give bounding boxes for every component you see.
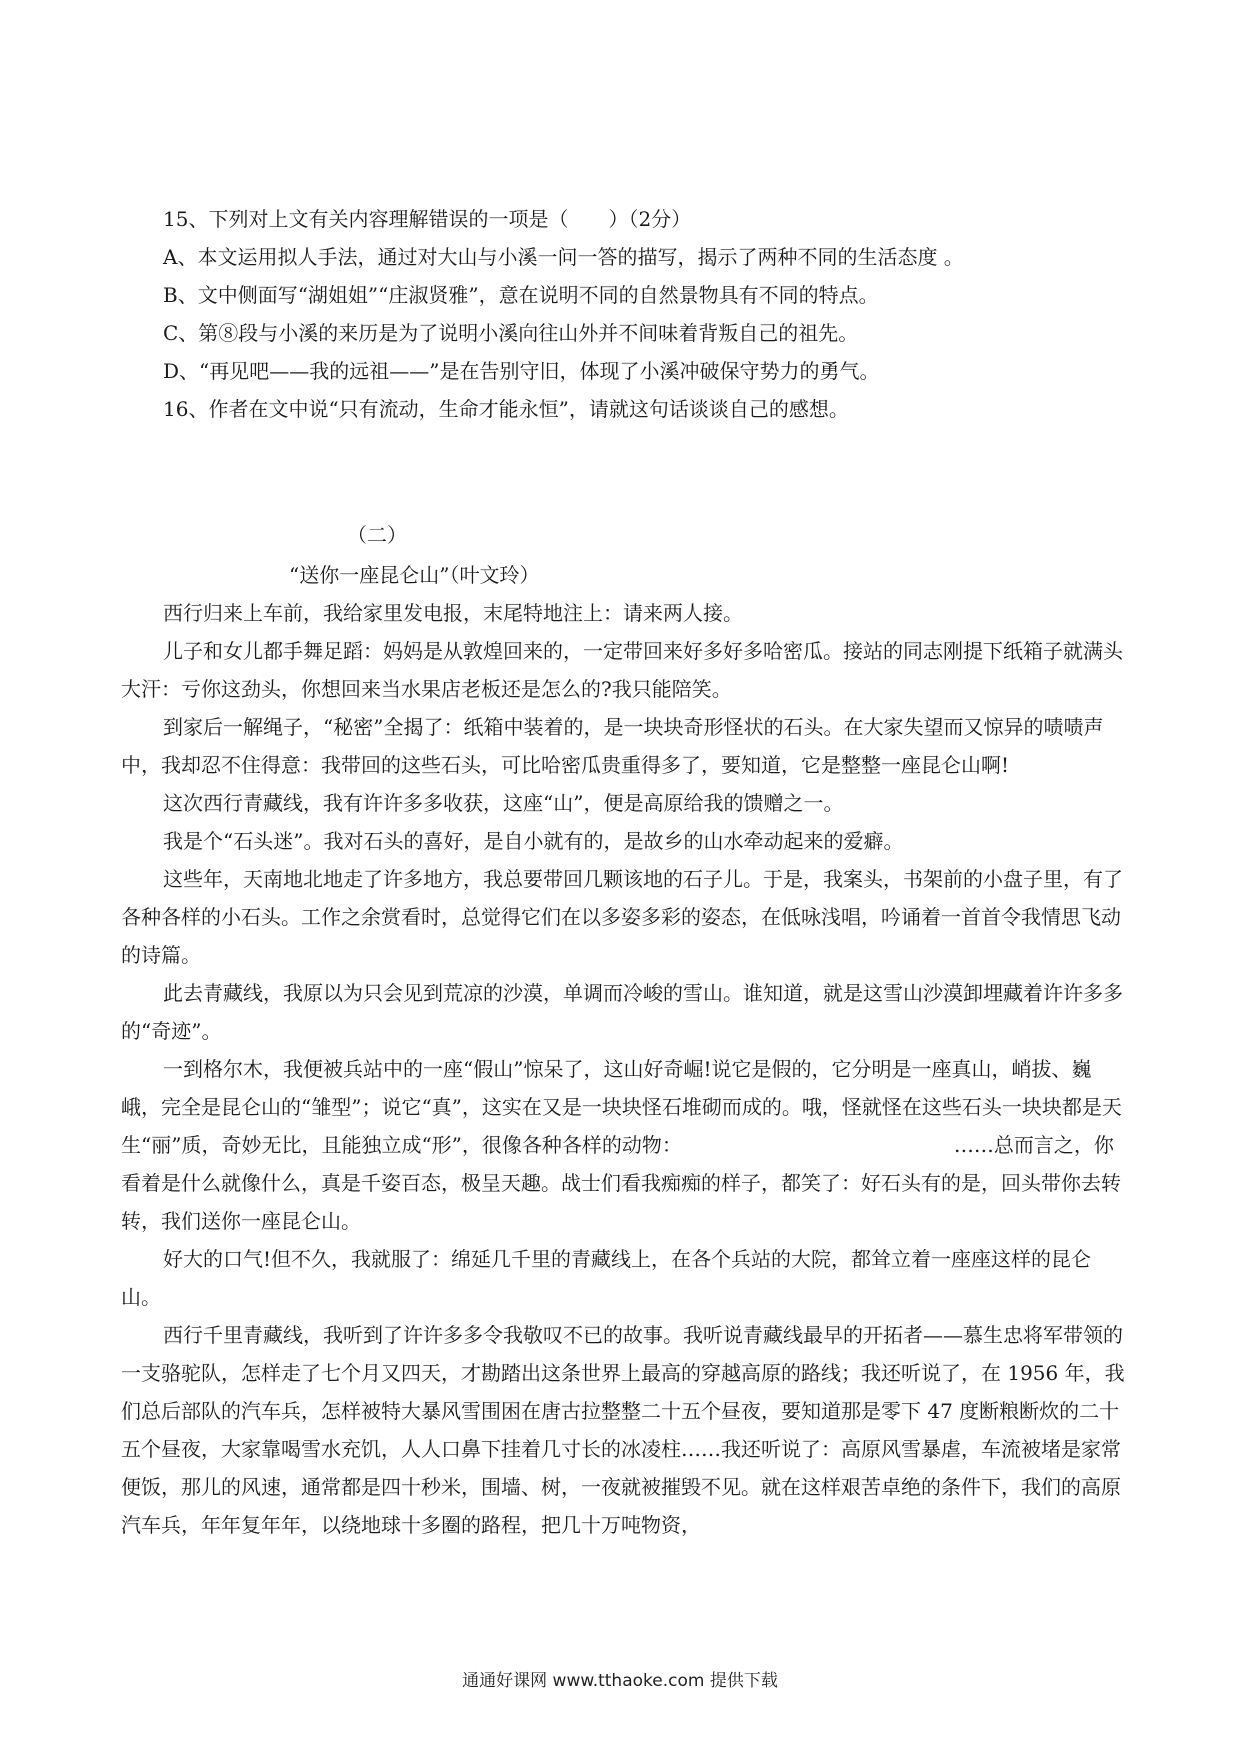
article-paragraph-10: 西行千里青藏线，我听到了许许多多令我敬叹不已的故事。我听说青藏线最早的开拓者——慕生忠将军带领的一支骆驼队，怎样走了七个月又四天，才勘踏出这条世界上最高的穿越高原的路线；我还听说了，在 1956 年，我们总后部队的汽车兵，怎样被特大暴风雪围困在唐古拉整整二十五个昼夜，要知道那是零下 47 度断粮断炊的二十五个昼夜，大家靠喝雪水充饥，人人口鼻下挂着几寸长的冰凌柱……我还听说了：高原风雪暴虐，车流被堵是家常便饭，那儿的风速，通常都是四十秒米，围墙、树，一夜就被摧毁不见。就在这样艰苦卓绝的条件下，我们的高原汽车兵，年年复年年，以绕地球十多圈的路程，把几十万吨物资， [121,1323,1125,1537]
page-footer: 通通好课网 www.tthaoke.com 提供下载 [462,1671,778,1691]
document-body [121,200,1126,1544]
question-16: 16、作者在文中说“只有流动，生命才能永恒”，请就这句话谈谈自己的感想。 [163,397,849,421]
article-paragraph-8-part-2: ……总而言之，你看着是什么就像什么，真是千姿百态，极呈天趣。战士们看我痴痴的样子，都笑了：好石头有的是，回头带你去转转，我们送你一座昆仑山。 [121,1133,1121,1233]
question-15-option-c: C、第⑧段与小溪的来历是为了说明小溪向往山外并不间味着背叛自己的祖先。 [163,321,859,345]
article-paragraph-3: 到家后一解绳子，“秘密”全揭了：纸箱中装着的，是一块块奇形怪状的石头。在大家失望而又惊异的啧啧声中，我却忍不住得意：我带回的这些石头，可比哈密瓜贵重得多了，要知道，它是整整一座昆仑山啊! [121,715,1104,777]
article-paragraph-9: 好大的口气!但不久，我就服了：绵延几千里的青藏线上，在各个兵站的大院，都耸立着一座座这样的昆仑山。 [121,1247,1092,1309]
article-paragraph-7: 此去青藏线，我原以为只会见到荒凉的沙漠，单调而冷峻的雪山。谁知道，就是这雪山沙漠卸埋藏着许许多多的“奇迹”。 [121,981,1123,1043]
article-paragraph-8 [121,1050,1126,1240]
article-title: “送你一座昆仑山”（叶文玲） [289,563,540,587]
question-15-option-d: D、“再见吧——我的远祖——”是在告别守旧，体现了小溪冲破保守势力的勇气。 [163,359,880,383]
article-paragraph-8-part-1: 一到格尔木，我便被兵站中的一座“假山”惊呆了，这山好奇崛!说它是假的，它分明是一座真山，峭拔、巍峨，完全是昆仑山的“雏型”；说它“真”，这实在又是一块块怪石堆砌而成的。哦，怪就怪在这些石头一块块都是天生“丽”质，奇妙无比，且能独立成“形”，很像各种各样的动物： [121,1057,1122,1157]
article-paragraph-5: 我是个“石头迷”。我对石头的喜好，是自小就有的，是故乡的山水牵动起来的爱癖。 [163,829,904,853]
question-15-option-a: A、本文运用拟人手法，通过对大山与小溪一问一答的描写，揭示了两种不同的生活态度 。 [163,245,964,269]
question-15-option-b: B、文中侧面写“湖姐姐”“庄淑贤雅”，意在说明不同的自然景物具有不同的特点。 [163,283,879,307]
article-paragraph-6: 这些年，天南地北地走了许多地方，我总要带回几颗该地的石子儿。于是，我案头，书架前的小盘子里，有了各种各样的小石头。工作之余赏看时，总觉得它们在以多姿多彩的姿态，在低咏浅唱，吟诵着一首首令我情思飞动的诗篇。 [121,867,1123,967]
article-paragraph-4: 这次西行青藏线，我有许许多多收获，这座“山”，便是高原给我的馈赠之一。 [163,791,844,815]
article-paragraph-1: 西行归来上车前，我给家里发电报，末尾特地注上：请来两人接。 [163,601,743,625]
article-paragraph-2: 儿子和女儿都手舞足蹈：妈妈是从敦煌回来的，一定带回来好多好多哈密瓜。接站的同志刚提下纸箱子就满头大汗：亏你这劲头，你想回来当水果店老板还是怎么的?我只能陪笑。 [121,639,1123,701]
section-number: （二） [347,523,407,547]
question-15: 15、下列对上文有关内容理解错误的一项是（ ）（2分） [163,207,692,231]
section-spacer [121,428,1126,516]
